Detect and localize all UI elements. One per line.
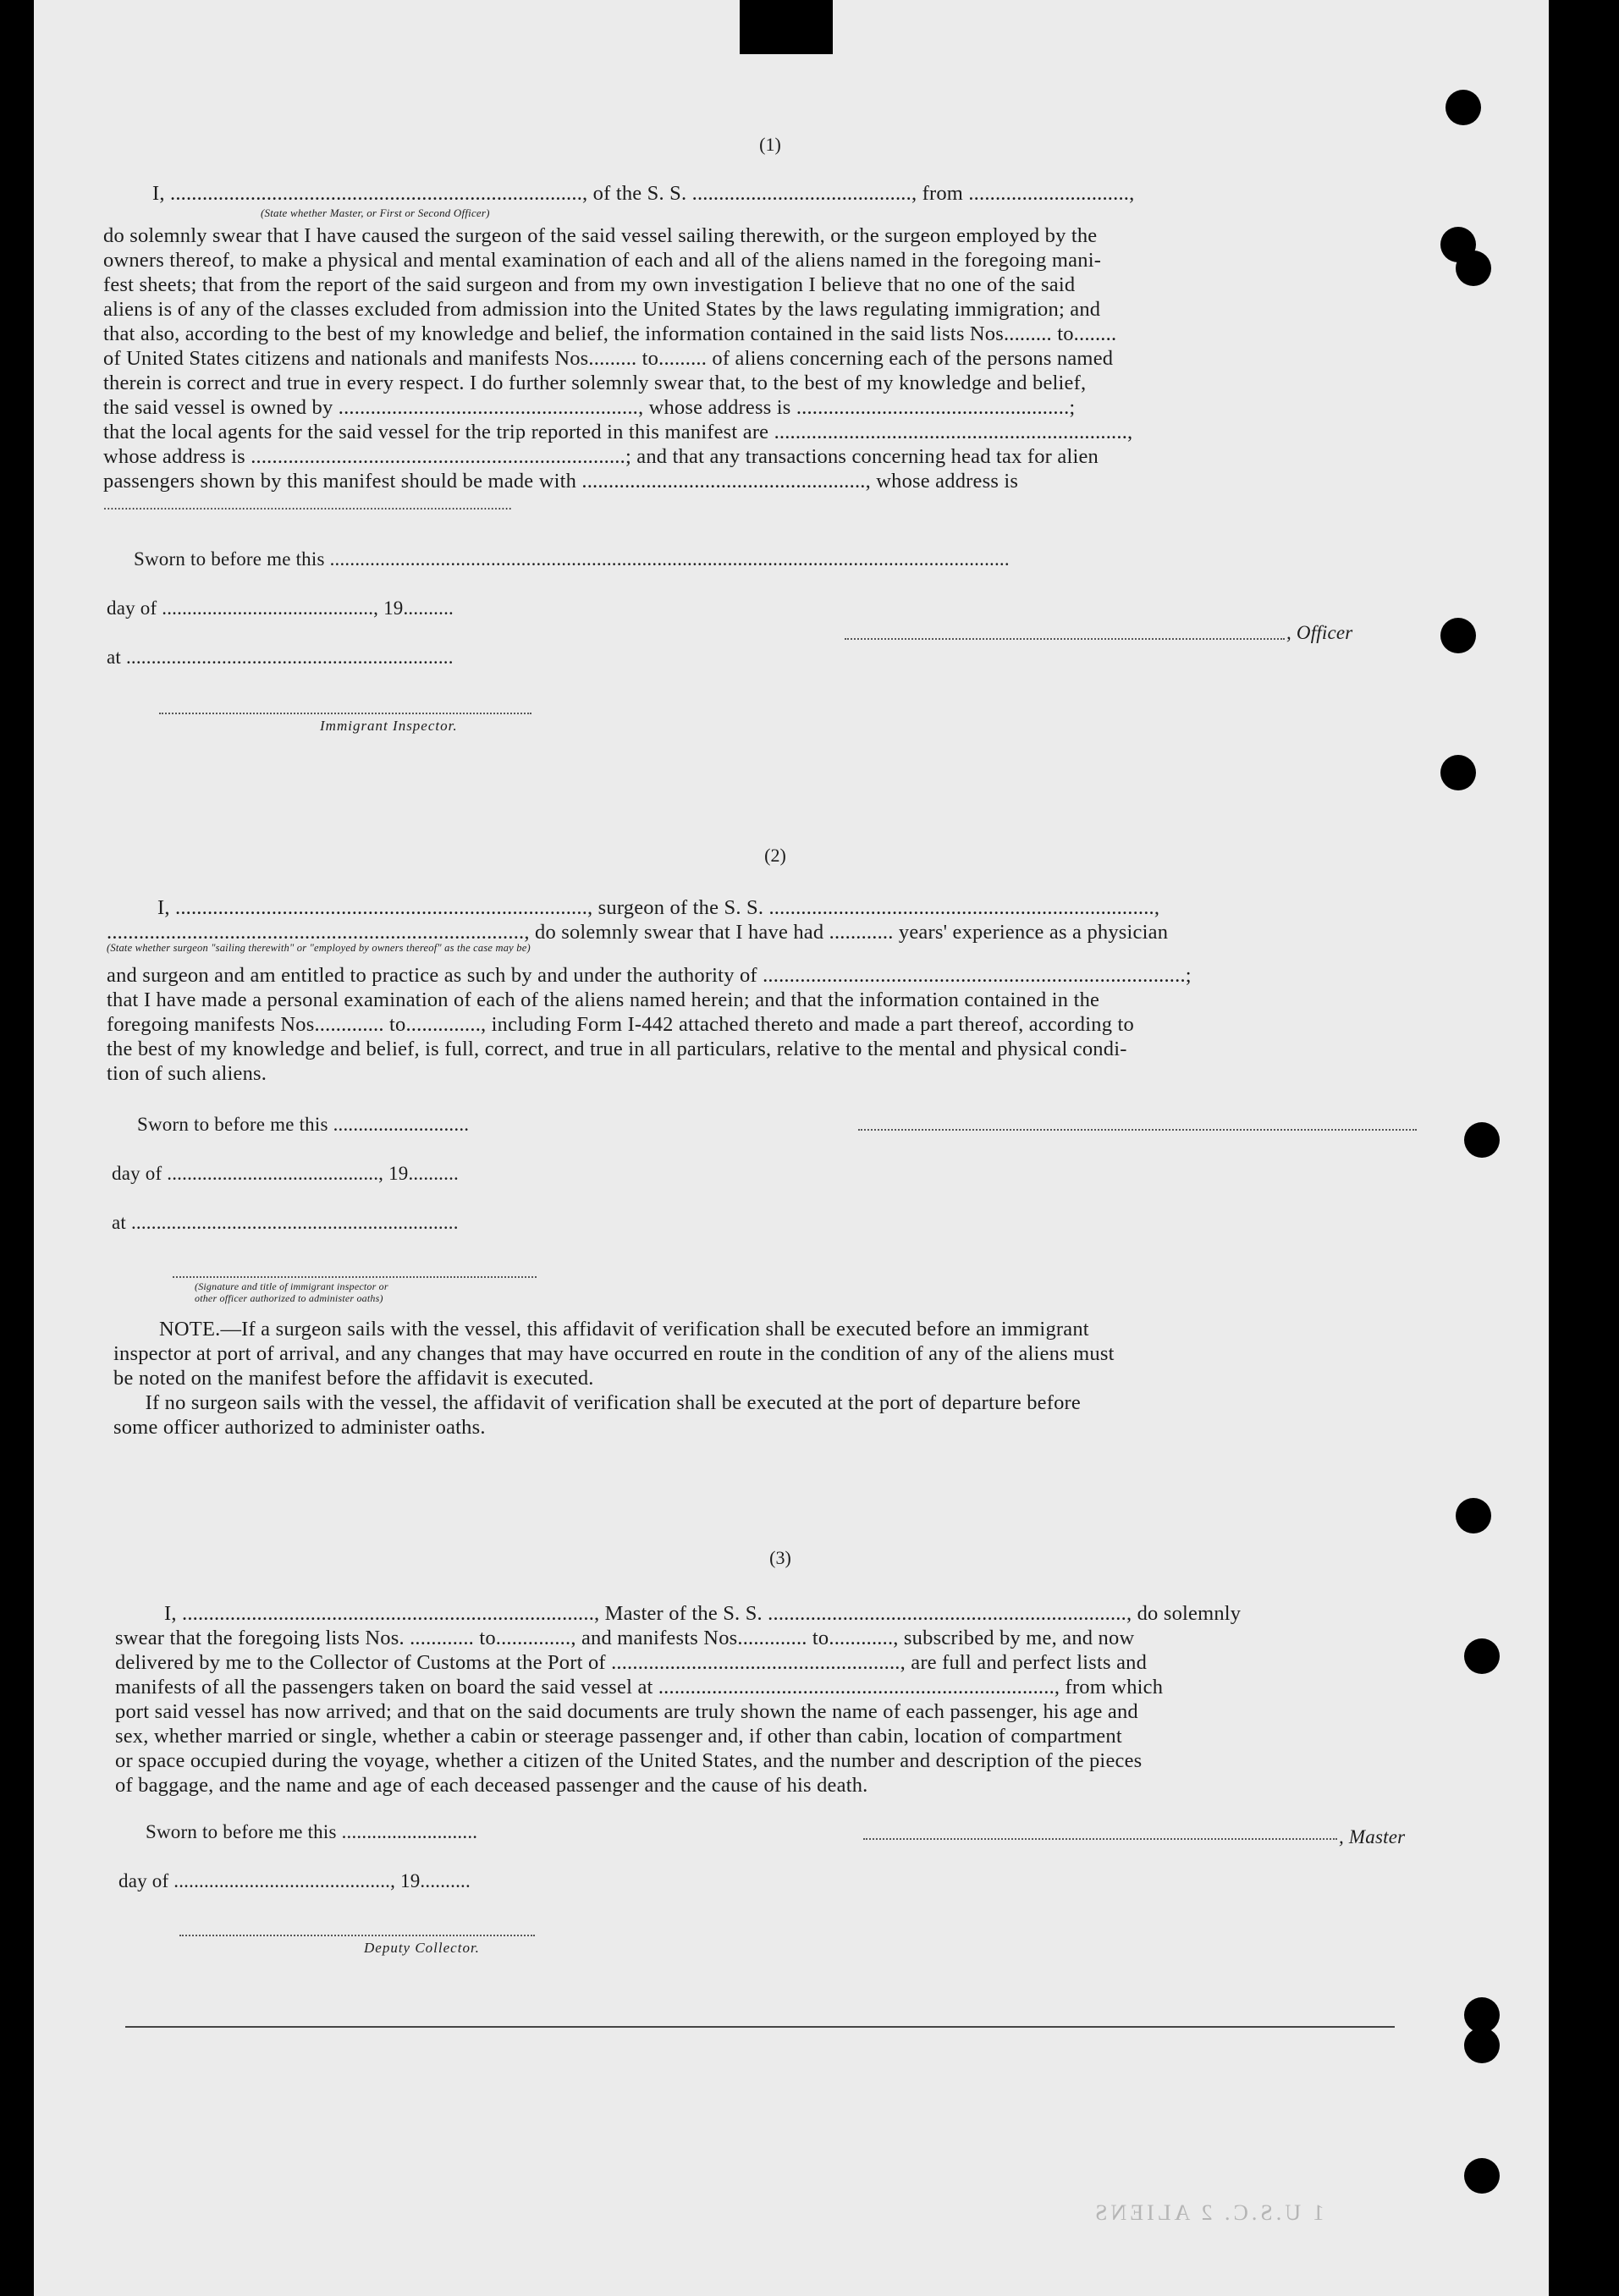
punch-hole <box>1464 1638 1500 1674</box>
surgeon-signature-line <box>858 1129 1417 1131</box>
punch-hole <box>1456 251 1491 286</box>
section-1-line: therein is correct and true in every respect. I do further solemnly swear that, to the best of my knowledge and belief, <box>103 372 1087 394</box>
day-line-2: day of .........................................., 19.......... <box>112 1163 459 1184</box>
section-1-line: aliens is of any of the classes excluded from admission into the United States by the laws regulating immigration; and <box>103 298 1101 321</box>
sworn-line-1: Sworn to before me this ....................................................................................................................................... <box>134 548 1010 570</box>
footer-mark: 1 U.S.C. 2 ALIENS <box>1092 2200 1324 2225</box>
section-1-line: of United States citizens and nationals and manifests Nos......... to......... of aliens concerning each of the persons named <box>103 347 1114 370</box>
section-1-number: (1) <box>759 134 781 155</box>
punch-hole <box>1440 755 1476 790</box>
section-3-line: delivered by me to the Collector of Customs at the Port of ......................................................, are full and perfect lists and <box>115 1651 1148 1674</box>
section-2-line: I, ............................................................................., surgeon of the S. S. ........................................................................, <box>157 896 1160 919</box>
section-2-line: and surgeon and am entitled to practice as such by and under the authority of ...............................................................................; <box>107 964 1192 987</box>
punch-hole <box>1446 90 1481 125</box>
section-3-line: of baggage, and the name and age of each deceased passenger and the cause of his death. <box>115 1774 868 1797</box>
section-3-line: sex, whether married or single, whether a cabin or steerage passenger and, if other than cabin, location of compartment <box>115 1725 1122 1748</box>
section-1-line: I, ............................................................................., of the S. S. ........................................., from .............................., <box>152 182 1135 205</box>
collector-signature-line <box>179 1935 535 1936</box>
note-line: NOTE.—If a surgeon sails with the vessel, this affidavit of verification shall be executed before an immigrant <box>159 1318 1089 1341</box>
punch-hole <box>1464 2158 1500 2194</box>
section-1-line: fest sheets; that from the report of the said surgeon and from my own investigation I believe that no one of the said <box>103 273 1076 296</box>
inspector-signature-line <box>159 713 531 714</box>
day-line-3: day of ..........................................., 19.......... <box>118 1870 471 1891</box>
section-1-caption: (State whether Master, or First or Second Officer) <box>261 206 490 219</box>
section-1-line: that also, according to the best of my knowledge and belief, the information contained in the said lists Nos......... to........ <box>103 322 1117 345</box>
at-line-1: at ................................................................. <box>107 647 454 668</box>
section-3-line: swear that the foregoing lists Nos. ............ to.............., and manifests Nos............. to............, subscribed by me, and now <box>115 1627 1135 1649</box>
document-page <box>34 0 1549 2296</box>
section-2-line: that I have made a personal examination of each of the aliens named herein; and that the information contained in the <box>107 988 1100 1011</box>
officer-label: , Officer <box>1286 622 1353 643</box>
note-line: inspector at port of arrival, and any changes that may have occurred en route in the condition of any of the aliens must <box>113 1342 1115 1365</box>
section-2-line: .............................................................................., do solemnly swear that I have had ............ years' experience as a physician <box>107 921 1169 944</box>
collector-label: Deputy Collector. <box>364 1940 480 1956</box>
section-3-line: or space occupied during the voyage, whether a citizen of the United States, and the number and description of the pieces <box>115 1749 1143 1772</box>
section-3-number: (3) <box>769 1547 791 1568</box>
note-line: some officer authorized to administer oaths. <box>113 1416 486 1439</box>
section-1-line: passengers shown by this manifest should be made with ....................................................., whose address is <box>103 470 1019 493</box>
bottom-rule <box>125 2026 1395 2028</box>
section-2-number: (2) <box>764 845 786 866</box>
inspector-label: Immigrant Inspector. <box>320 718 458 734</box>
section-1-line: owners thereof, to make a physical and mental examination of each and all of the aliens named in the foregoing mani- <box>103 249 1102 272</box>
master-label: , Master <box>1339 1826 1406 1847</box>
section-2-caption: (State whether surgeon "sailing therewith" or "employed by owners thereof" as the case may be) <box>107 942 531 954</box>
at-line-2: at ................................................................. <box>112 1212 459 1233</box>
note-line: be noted on the manifest before the affidavit is executed. <box>113 1367 594 1390</box>
inspector-signature-line-2 <box>173 1276 537 1278</box>
day-line-1: day of .........................................., 19.......... <box>107 597 454 619</box>
section-1-line: ................................................................................................................... <box>103 498 512 513</box>
punch-hole <box>1456 1498 1491 1533</box>
section-2-line: tion of such aliens. <box>107 1062 267 1085</box>
section-3-line: I, ............................................................................., Master of the S. S. ..................................................................., do solemnly <box>164 1602 1242 1625</box>
section-3-line: port said vessel has now arrived; and that on the said documents are truly shown the name of each passenger, his age and <box>115 1700 1138 1723</box>
punch-hole <box>1440 618 1476 653</box>
section-2-line: foregoing manifests Nos............. to.............., including Form I-442 attached thereto and made a part thereof, according to <box>107 1013 1134 1036</box>
signature-caption-1: (Signature and title of immigrant inspector or <box>195 1280 388 1292</box>
section-1-line: that the local agents for the said vessel for the trip reported in this manifest are .................................................................., <box>103 421 1133 443</box>
officer-signature-line <box>845 638 1285 640</box>
punch-hole <box>1464 1122 1500 1158</box>
sworn-line-3: Sworn to before me this ........................... <box>146 1821 478 1842</box>
section-1-line: whose address is ......................................................................; and that any transactions concerning head tax for alien <box>103 445 1099 468</box>
punch-hole <box>1464 2028 1500 2063</box>
section-1-line: do solemnly swear that I have caused the surgeon of the said vessel sailing therewith, or the surgeon employed by the <box>103 224 1098 247</box>
section-2-line: the best of my knowledge and belief, is full, correct, and true in all particulars, relative to the mental and physical condi- <box>107 1038 1127 1060</box>
sworn-line-2: Sworn to before me this ........................... <box>137 1114 470 1135</box>
signature-caption-2: other officer authorized to administer oaths) <box>195 1292 383 1304</box>
master-signature-line <box>863 1838 1337 1840</box>
section-3-line: manifests of all the passengers taken on board the said vessel at .........................................................................., from which <box>115 1676 1164 1699</box>
torn-corner <box>740 0 833 54</box>
section-1-line: the said vessel is owned by ........................................................, whose address is ...................................................; <box>103 396 1076 419</box>
note-line: If no surgeon sails with the vessel, the affidavit of verification shall be executed at the port of departure before <box>118 1391 1081 1414</box>
